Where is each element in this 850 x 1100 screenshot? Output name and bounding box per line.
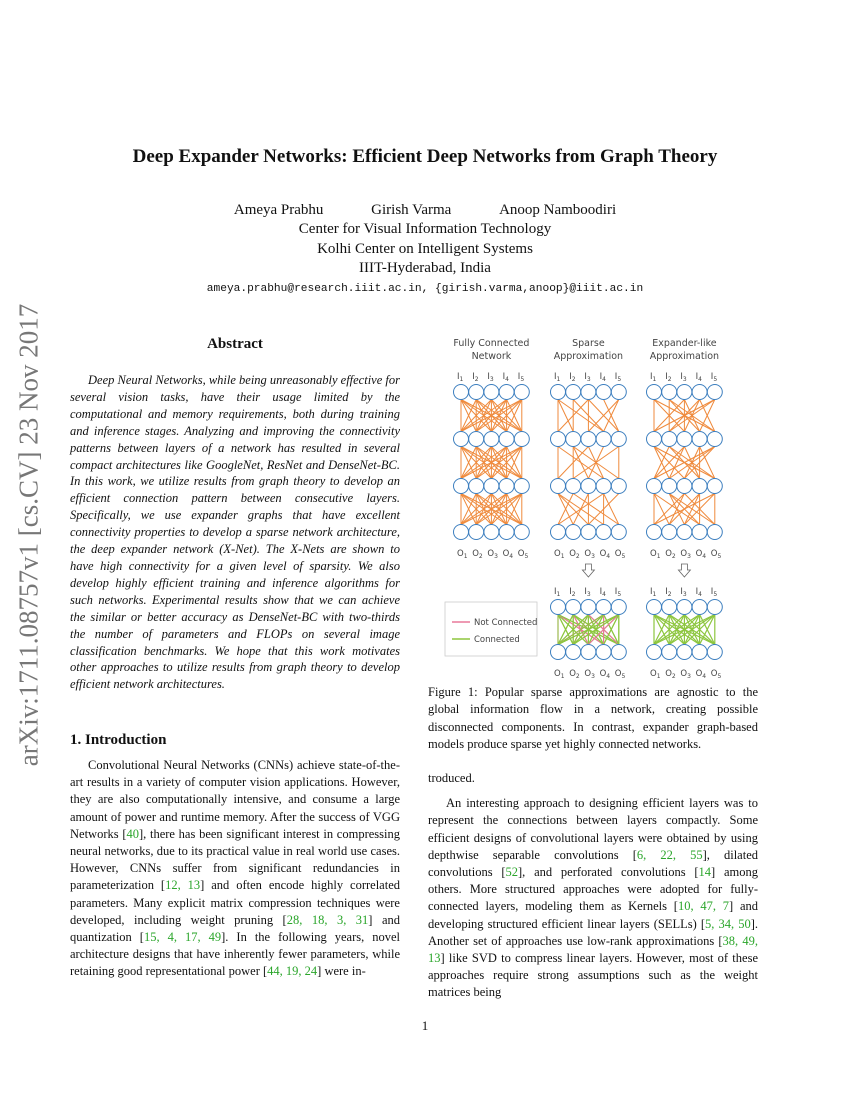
output-label-index: 4: [702, 673, 707, 680]
output-label: $O_1$: [650, 549, 661, 560]
input-label-index: 1: [556, 591, 561, 598]
neuron-node: [707, 432, 722, 447]
input-label: $I_1$: [650, 587, 657, 598]
intro-paragraph-2: An interesting approach to designing efficient layers was to represent the connections between layers compactly. Some efficient designs of convolutional layers were obtained by using depthwise separable convolutions [6, 22, 55], dilated convolutions [52], and perforated convolutions [14] among others. More structured approaches were adopted for fully-connected layers, modeling them as Kernels [10, 47, 7] and developing structured efficient linear layers (SELLs) [5, 34, 50]. Another set of approaches use low-rank approximations [38, 49, 13] like SVD to compress linear layers. However, most of these approaches require strong assumptions such as the weight matrices being: [428, 796, 759, 1000]
output-label: $O_3$: [584, 669, 595, 680]
neuron-node: [514, 525, 529, 540]
input-label-index: 4: [698, 591, 702, 598]
output-label: $O_1$: [554, 669, 565, 680]
neuron-node: [454, 479, 469, 494]
abstract-heading: Abstract: [207, 336, 263, 352]
affiliation: Kolhi Center on Intelligent Systems: [317, 241, 533, 257]
neuron-node: [469, 479, 484, 494]
neuron-node: [677, 645, 692, 660]
input-label: $I_3$: [487, 372, 494, 383]
input-label-index: 5: [713, 376, 718, 383]
neuron-node: [454, 525, 469, 540]
output-label-index: 3: [687, 553, 691, 560]
output-label: $O_1$: [650, 669, 661, 680]
neuron-node: [677, 479, 692, 494]
output-label: $O_4$: [599, 549, 611, 560]
neuron-node: [692, 600, 707, 615]
input-label-index: 2: [474, 376, 479, 383]
neuron-node: [611, 479, 626, 494]
input-label: $I_2$: [569, 587, 576, 598]
output-label: $O_3$: [680, 669, 691, 680]
neuron-node: [647, 432, 662, 447]
output-label-index: 3: [687, 673, 691, 680]
neuron-node: [596, 432, 611, 447]
neuron-node: [566, 385, 581, 400]
neuron-node: [707, 600, 722, 615]
input-label: $I_2$: [569, 372, 576, 383]
neuron-node: [551, 645, 566, 660]
neuron-node: [514, 385, 529, 400]
citation-link[interactable]: 40: [126, 826, 139, 841]
neuron-node: [647, 385, 662, 400]
input-label-index: 3: [682, 591, 687, 598]
neuron-node: [707, 645, 722, 660]
output-label-index: 1: [656, 553, 661, 560]
output-label-index: 5: [717, 673, 722, 680]
panel-title: Network: [471, 351, 512, 362]
neuron-node: [566, 432, 581, 447]
output-label: $O_5$: [517, 549, 529, 560]
output-label-index: 5: [717, 553, 722, 560]
abstract-text: Deep Neural Networks, while being unreasonably effective for several vision tasks, have their usage limited by the computational and memory requirements, both during training and inference stages. Analyzing and improving the connectivity patterns between layers of a network has resulted in several compact architectures like GoogleNet, ResNet and DenseNet-BC. In this work, we utilize results from graph theory to develop an efficient connection pattern between consecutive layers. Specifically, we use expander graphs that have excellent connectivity properties to develop a sparse network architecture, the deep expander network (X-Net). The X-Nets are shown to have high connectivity for a given level of sparsity. We also develop highly efficient training and inference algorithms for such networks. Experimental results show that we can achieve the similar or better accuracy as DenseNet-BC with two-thirds the number of parameters and FLOPs on several image classification benchmarks. We hope that this work motivates other approaches to utilize results from graph theory to develop efficient network architectures.: [70, 373, 400, 692]
input-label-index: 1: [652, 376, 657, 383]
neuron-node: [551, 385, 566, 400]
neuron-node: [611, 385, 626, 400]
output-label: $O_1$: [457, 549, 468, 560]
input-label: $I_3$: [680, 372, 687, 383]
neuron-node: [454, 432, 469, 447]
neuron-node: [692, 645, 707, 660]
output-label: $O_3$: [584, 549, 595, 560]
neuron-node: [469, 385, 484, 400]
output-label-index: 2: [671, 673, 676, 680]
input-label-index: 5: [520, 376, 525, 383]
output-label: $O_3$: [680, 549, 691, 560]
output-label: $O_2$: [665, 669, 676, 680]
neuron-node: [662, 600, 677, 615]
page-number: 1: [421, 1018, 429, 1033]
input-label-index: 5: [713, 591, 718, 598]
connection-edge: [654, 494, 684, 525]
citation-link[interactable]: 12, 13: [165, 878, 201, 893]
connection-edge: [654, 494, 715, 525]
output-label: $O_4$: [695, 669, 707, 680]
neuron-node: [677, 525, 692, 540]
neuron-node: [514, 479, 529, 494]
neuron-node: [596, 479, 611, 494]
neuron-node: [692, 525, 707, 540]
input-label: $I_1$: [554, 587, 561, 598]
neuron-node: [499, 385, 514, 400]
output-label: $O_2$: [472, 549, 483, 560]
input-label: $I_2$: [665, 587, 672, 598]
neuron-node: [566, 525, 581, 540]
output-label-index: 3: [591, 673, 595, 680]
affiliation: IIIT-Hyderabad, India: [359, 260, 491, 276]
neuron-node: [647, 479, 662, 494]
output-label: $O_4$: [502, 549, 514, 560]
citation-link[interactable]: 6, 22, 55: [636, 847, 703, 862]
neuron-node: [611, 432, 626, 447]
output-label-index: 5: [621, 673, 626, 680]
neuron-node: [677, 385, 692, 400]
input-label-index: 1: [556, 376, 561, 383]
neuron-node: [566, 479, 581, 494]
neuron-node: [484, 479, 499, 494]
input-label: $I_4$: [502, 372, 509, 383]
input-label: $I_1$: [554, 372, 561, 383]
neuron-node: [551, 600, 566, 615]
neuron-node: [454, 385, 469, 400]
input-label: $I_4$: [599, 587, 606, 598]
neuron-node: [566, 600, 581, 615]
neuron-node: [469, 525, 484, 540]
neuron-node: [581, 479, 596, 494]
paragraph-continuation: troduced.: [428, 771, 475, 785]
output-label: $O_2$: [569, 549, 580, 560]
input-label: $I_2$: [665, 372, 672, 383]
input-label: $I_4$: [599, 372, 606, 383]
neuron-node: [611, 645, 626, 660]
input-label: $I_1$: [457, 372, 464, 383]
connection-edge: [558, 494, 588, 525]
neuron-node: [596, 525, 611, 540]
neuron-node: [662, 525, 677, 540]
output-label: $O_5$: [710, 549, 722, 560]
author-list: [0, 202, 850, 219]
input-label-index: 3: [489, 376, 494, 383]
neuron-node: [499, 479, 514, 494]
input-label-index: 2: [571, 591, 576, 598]
citation-link[interactable]: 44, 19, 24: [267, 964, 318, 979]
author: Anoop Namboodiri: [499, 202, 617, 218]
input-label: $I_5$: [710, 587, 718, 598]
input-label: $I_4$: [695, 372, 702, 383]
input-label-index: 1: [652, 591, 657, 598]
input-label: $I_4$: [695, 587, 702, 598]
intro-paragraph-1: Convolutional Neural Networks (CNNs) achieve state-of-the-art results in a variety of computer vision applications. However, they are also computationally intensive, and consume a large amount of power and runtime memory. After the success of VGG Networks [40], there has been significant interest in compressing neural networks, due to its practical value in real world use cases. However, CNNs suffer from significant redundancies in parameterization [12, 13] and often encode highly correlated parameters. Many explicit matrix compression techniques were developed, including weight pruning [28, 18, 3, 31] and quantization [15, 4, 17, 49]. In the following years, novel architecture designs that have inherently fewer parameters, while retaining good representational power [44, 19, 24] were in-: [70, 758, 401, 979]
neuron-node: [596, 385, 611, 400]
neuron-node: [677, 432, 692, 447]
neuron-node: [499, 525, 514, 540]
input-label: $I_5$: [710, 372, 718, 383]
down-arrow-icon: [678, 564, 690, 577]
input-label-index: 4: [505, 376, 509, 383]
neuron-node: [707, 525, 722, 540]
input-label: $I_2$: [472, 372, 479, 383]
output-label-index: 4: [606, 553, 611, 560]
neuron-node: [551, 479, 566, 494]
figure-legend: [445, 602, 537, 656]
output-label-index: 2: [575, 553, 580, 560]
neuron-node: [647, 525, 662, 540]
output-label-index: 2: [478, 553, 483, 560]
output-label-index: 3: [591, 553, 595, 560]
output-label: $O_3$: [487, 549, 498, 560]
section-heading-introduction: 1. Introduction: [70, 732, 167, 748]
neuron-node: [499, 432, 514, 447]
input-label: $I_3$: [584, 372, 591, 383]
neuron-node: [514, 432, 529, 447]
author: Ameya Prabhu: [233, 202, 324, 218]
arxiv-stamp: [4, 290, 54, 780]
output-label: $O_2$: [665, 549, 676, 560]
author: Girish Varma: [371, 202, 452, 218]
neuron-node: [611, 600, 626, 615]
figure-1-network-diagram: [440, 332, 760, 682]
panel-title: Expander-like: [652, 338, 717, 349]
connection-edge: [558, 400, 604, 432]
neuron-node: [581, 385, 596, 400]
input-label-index: 4: [698, 376, 702, 383]
output-label-index: 4: [509, 553, 514, 560]
neuron-node: [707, 385, 722, 400]
figure-1-caption: Figure 1: Popular sparse approximations are agnostic to the global information flow in a network, creating possible disconnected components. In contrast, expander graph-based models produce sparse yet highly connected networks.: [428, 685, 758, 752]
citation-link[interactable]: 15, 4, 17, 49: [143, 930, 222, 945]
input-label-index: 2: [571, 376, 576, 383]
neuron-node: [707, 479, 722, 494]
neuron-node: [692, 432, 707, 447]
intro-right-column: [428, 770, 758, 1002]
neuron-node: [566, 645, 581, 660]
input-label: $I_5$: [517, 372, 525, 383]
neuron-node: [484, 525, 499, 540]
input-label-index: 2: [667, 376, 672, 383]
neuron-node: [581, 600, 596, 615]
output-label: $O_5$: [614, 549, 626, 560]
panel-title: Sparse: [572, 338, 605, 349]
neuron-node: [596, 645, 611, 660]
input-label-index: 3: [586, 591, 591, 598]
neuron-node: [484, 432, 499, 447]
output-label-index: 2: [671, 553, 676, 560]
panel-title: Approximation: [553, 351, 624, 362]
citation-link[interactable]: 5, 34, 50: [705, 916, 751, 931]
output-label: $O_4$: [695, 549, 707, 560]
neuron-node: [662, 479, 677, 494]
legend-connected-label: Connected: [474, 635, 520, 645]
input-label-index: 3: [682, 376, 687, 383]
neuron-node: [551, 525, 566, 540]
citation-link[interactable]: 10, 47, 7: [677, 899, 730, 914]
legend-not-connected-label: Not Connected: [474, 618, 538, 628]
input-label: $I_1$: [650, 372, 657, 383]
author-email: ameya.prabhu@research.iiit.ac.in, {girish.varma,anoop}@iiit.ac.in: [206, 283, 644, 295]
neuron-node: [647, 600, 662, 615]
neuron-node: [581, 432, 596, 447]
neuron-node: [677, 600, 692, 615]
input-label-index: 5: [617, 376, 622, 383]
input-label: $I_5$: [614, 587, 622, 598]
input-label: $I_5$: [614, 372, 622, 383]
output-label-index: 1: [560, 553, 565, 560]
affiliation: Center for Visual Information Technology: [298, 221, 552, 237]
output-label: $O_4$: [599, 669, 611, 680]
output-label-index: 1: [656, 673, 661, 680]
neuron-node: [692, 479, 707, 494]
output-label-index: 4: [606, 673, 611, 680]
neuron-node: [692, 385, 707, 400]
citation-link[interactable]: 52: [505, 865, 519, 880]
neuron-node: [469, 432, 484, 447]
input-label: $I_3$: [680, 587, 687, 598]
output-label-index: 4: [702, 553, 707, 560]
neuron-node: [662, 432, 677, 447]
paper-title: Deep Expander Networks: Efficient Deep Networks from Graph Theory: [132, 146, 718, 167]
panel-title: Fully Connected: [453, 338, 530, 349]
neuron-node: [662, 645, 677, 660]
input-label-index: 4: [602, 591, 606, 598]
neuron-node: [611, 525, 626, 540]
output-label-index: 1: [463, 553, 468, 560]
input-label: $I_3$: [584, 587, 591, 598]
neuron-node: [551, 432, 566, 447]
neuron-node: [484, 385, 499, 400]
input-label-index: 1: [459, 376, 464, 383]
input-label-index: 2: [667, 591, 672, 598]
input-label-index: 3: [586, 376, 591, 383]
output-label-index: 3: [494, 553, 498, 560]
input-label-index: 5: [617, 591, 622, 598]
input-label-index: 4: [602, 376, 606, 383]
output-label-index: 1: [560, 673, 565, 680]
neuron-node: [581, 645, 596, 660]
output-label: $O_5$: [710, 669, 722, 680]
output-label: $O_2$: [569, 669, 580, 680]
panel-title: Approximation: [649, 351, 720, 362]
citation-link[interactable]: 38, 49, 13: [428, 933, 758, 966]
citation-link[interactable]: 14: [698, 865, 712, 880]
neuron-node: [662, 385, 677, 400]
output-label-index: 5: [524, 553, 529, 560]
arxiv-stamp-text: arXiv:1711.08757v1 [cs.CV] 23 Nov 2017: [13, 303, 44, 767]
neuron-node: [596, 600, 611, 615]
output-label: $O_1$: [554, 549, 565, 560]
neuron-node: [647, 645, 662, 660]
neuron-node: [581, 525, 596, 540]
output-label-index: 5: [621, 553, 626, 560]
citation-link[interactable]: 28, 18, 3, 31: [286, 912, 369, 927]
output-label-index: 2: [575, 673, 580, 680]
output-label: $O_5$: [614, 669, 626, 680]
down-arrow-icon: [582, 564, 594, 577]
